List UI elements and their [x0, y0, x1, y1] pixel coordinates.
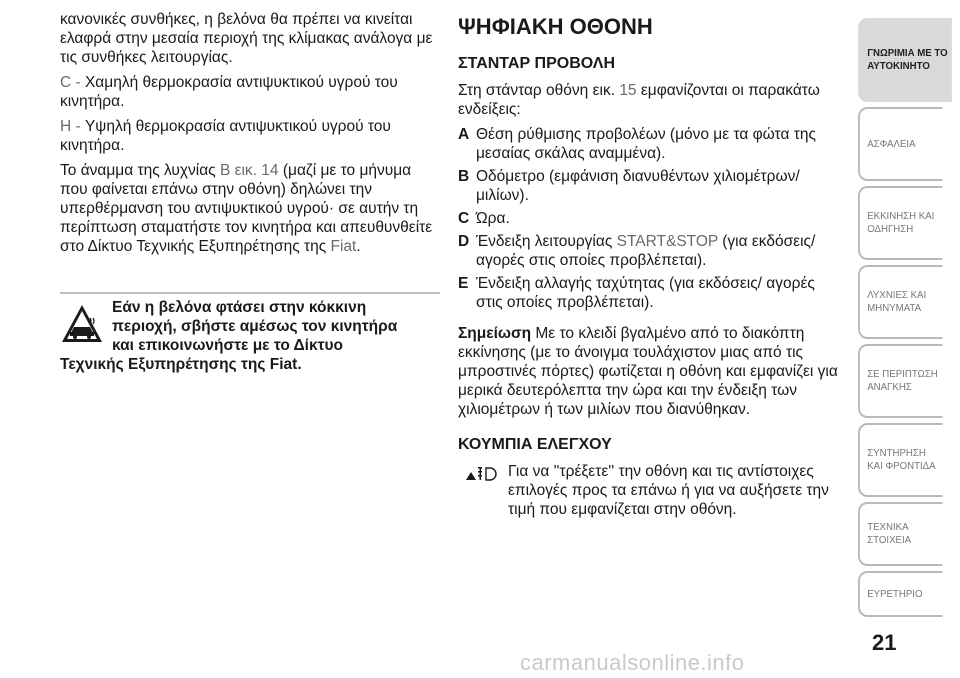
page-number: 21 — [872, 630, 897, 655]
note-text: Με το κλειδί βγαλμένο από το διακόπτη εκκίνησης (με το άνοιγμα τουλάχιστον μιας από τις μπροστινές πόρτες) φωτίζεται η οθόνη και εμφανίζει για μερικά δευτερόλεπτα την ώρα και την ένδειξη των χιλιομέτρων ή των μιλίων που διανύθηκαν. — [458, 325, 838, 418]
paragraph-warning-light — [60, 161, 440, 256]
p4-text-b: (μαζί με το μήνυμα που φαίνεται επάνω στην οθόνη) δηλώνει την υπερθέρμανση του αντιψυκτικού υγρού· σε αυτήν τη περίπτωση σταματήστε τον κινητήρα και απευθυνθείτε στο Δίκτυο Τεχνικής Εξυπηρέτησης της — [60, 162, 433, 255]
list-item-d — [458, 232, 838, 270]
note-label: Σημείωση — [458, 325, 532, 342]
warning-line-2: περιοχή, σβήστε αμέσως τον κινητήρα — [112, 318, 398, 335]
c-label: C - — [60, 74, 85, 91]
tab-starting-driving[interactable]: ΕΚΚΙΝΗΣΗ ΚΑΙ ΟΔΗΓΗΣΗ — [858, 186, 943, 260]
h-text: Υψηλή θερμοκρασία αντιψυκτικού υγρού του κινητήρα. — [60, 118, 391, 154]
button-text: Για να ''τρέξετε'' την οθόνη και τις αντίστοιχες επιλογές προς τα επάνω ή για να αυξήσετε την τιμή που εμφανίζεται στην οθόνη. — [508, 463, 829, 518]
up-arrow-display-button-icon — [464, 464, 500, 484]
tab-maintenance[interactable]: ΣΥΝΤΗΡΗΣΗ ΚΑΙ ΦΡΟΝΤΙΔΑ — [858, 423, 943, 497]
p4-text-a: Το άναμμα της λυχνίας — [60, 162, 220, 179]
list-item-b — [458, 167, 838, 205]
warning-divider — [60, 292, 440, 294]
warning-line-1: Εάν η βελόνα φτάσει στην κόκκινη — [112, 299, 367, 316]
paragraph-standard-intro — [458, 81, 838, 119]
tab-safety[interactable]: ΑΣΦΑΛΕΙΑ — [858, 107, 943, 181]
p4-end: . — [356, 238, 361, 255]
button-description — [458, 462, 838, 519]
paragraph-note — [458, 324, 838, 419]
item-text: Θέση ρύθμισης προβολέων (μόνο με τα φώτα της μεσαίας σκάλας αναμμένα). — [476, 126, 816, 162]
figure-ref-15: 15 — [619, 82, 637, 99]
tab-index[interactable]: ΕΥΡΕΤΗΡΙΟ — [858, 571, 943, 617]
watermark: carmanualsonline.info — [520, 650, 745, 675]
tab-getting-to-know[interactable]: ΓΝΩΡΙΜΙΑ ΜΕ ΤΟ ΑΥΤΟΚΙΝΗΤΟ — [858, 18, 952, 102]
section-title: ΨΗΦΙΑΚΗ ΟΘΟΝΗ — [458, 14, 653, 39]
warning-line-3: και επικοινωνήστε με το Δίκτυο — [112, 337, 344, 354]
item-text-b: (για εκδόσεις/αγορές στις οποίες προβλέπεται). — [476, 233, 816, 269]
warning-box — [60, 298, 440, 374]
subsection-standard-view: ΣΤΑΝΤΑΡ ΠΡΟΒΟΛΗ — [458, 55, 616, 72]
intro-text-a: Στη στάνταρ οθόνη εικ. — [458, 82, 620, 99]
item-letter: D — [458, 233, 470, 250]
left-column — [60, 10, 440, 262]
h-label: H - — [60, 118, 85, 135]
start-stop-ref: START&STOP — [616, 233, 718, 250]
item-letter: C — [458, 210, 470, 227]
list-item-c — [458, 209, 838, 228]
item-letter: A — [458, 126, 470, 143]
warning-line-4: Τεχνικής Εξυπηρέτησης της Fiat. — [60, 356, 302, 373]
item-text: Ώρα. — [476, 210, 510, 227]
tab-emergency[interactable]: ΣΕ ΠΕΡΙΠΤΩΣΗ ΑΝΑΓΚΗΣ — [858, 344, 943, 418]
intro-text-b: εμφανίζονται οι παρακάτω ενδείξεις: — [458, 82, 820, 118]
item-letter: E — [458, 275, 469, 292]
paragraph-c-low-temp — [60, 73, 440, 111]
car-overheat-warning-icon — [60, 302, 104, 346]
fiat-text: Fiat — [330, 238, 357, 255]
tab-warning-lights[interactable]: ΛΥΧΝΙΕΣ ΚΑΙ ΜΗΝΥΜΑΤΑ — [858, 265, 943, 339]
list-item-a — [458, 125, 838, 163]
tab-technical-data[interactable]: ΤΕΧΝΙΚΑ ΣΤΟΙΧΕΙΑ — [858, 502, 943, 566]
item-text: Ένδειξη αλλαγής ταχύτητας (για εκδόσεις/ αγορές στις οποίες προβλέπεται). — [476, 275, 815, 311]
item-text-a: Ένδειξη λειτουργίας — [476, 233, 617, 250]
right-column — [458, 14, 838, 519]
paragraph-h-high-temp — [60, 117, 440, 155]
c-text: Χαμηλή θερμοκρασία αντιψυκτικού υγρού του κινητήρα. — [60, 74, 398, 110]
chapter-tabs — [858, 0, 960, 678]
paragraph-needle-intro: κανονικές συνθήκες, η βελόνα θα πρέπει να κινείται ελαφρά στην μεσαία περιοχή της κλίμακας ανάλογα με τις συνθήκες λειτουργίας. — [60, 11, 433, 66]
item-letter: B — [458, 168, 470, 185]
list-item-e — [458, 274, 838, 312]
figure-ref-14: B εικ. 14 — [219, 162, 279, 179]
subsection-control-buttons: ΚΟΥΜΠΙΑ ΕΛΕΓΧΟΥ — [458, 436, 612, 453]
item-text: Οδόμετρο (εμφάνιση διανυθέντων χιλιομέτρων/ μιλίων). — [476, 168, 800, 204]
